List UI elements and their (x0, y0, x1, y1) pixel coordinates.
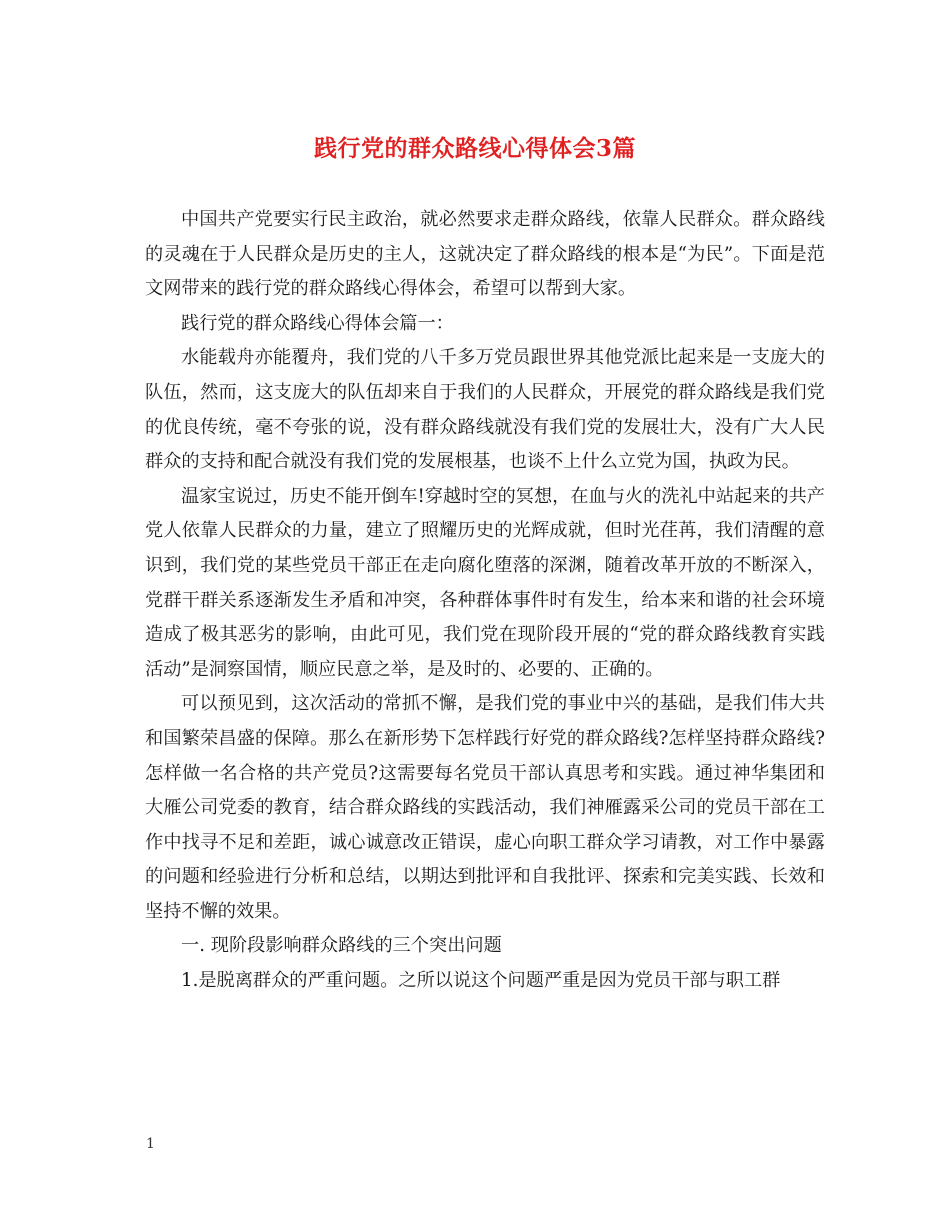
document-body (145, 203, 825, 999)
paragraph-water-boat: 水能载舟亦能覆舟，我们党的八千多万党员跟世界其他党派比起来是一支庞大的队伍，然而，这支庞大的队伍却来自于我们的人民群众，开展党的群众路线是我们党的优良传统，毫不夸张的说，没有群众路线就没有我们党的发展壮大，没有广大人民群众的支持和配合就没有我们党的发展根基，也谈不上什么立党为国，执政为民。 (145, 347, 825, 473)
paragraph-foresee: 可以预见到，这次活动的常抓不懈，是我们党的事业中兴的基础，是我们伟大共和国繁荣昌盛的保障。那么在新形势下怎样践行好党的群众路线?怎样坚持群众路线?怎样做一名合格的共产党员?这需要每名党员干部认真思考和实践。通过神华集团和大雁公司党委的教育，结合群众路线的实践活动，我们神雁露采公司的党员干部在工作中找寻不足和差距，诚心诚意改正错误，虚心向职工群众学习请教，对工作中暴露的问题和经验进行分析和总结，以期达到批评和自我批评、探索和完美实践、长效和坚持不懈的效果。 (145, 693, 825, 922)
document-title: 践行党的群众路线心得体会3篇 (313, 135, 636, 162)
paragraph-intro: 中国共产党要实行民主政治，就必然要求走群众路线，依靠人民群众。群众路线的灵魂在于人民群众是历史的主人，这就决定了群众路线的根本是“为民”。下面是范文网带来的践行党的群众路线心得体会，希望可以帮到大家。 (145, 209, 825, 300)
paragraph-history: 温家宝说过，历史不能开倒车!穿越时空的冥想，在血与火的洗礼中站起来的共产党人依靠人民群众的力量，建立了照耀历史的光辉成就，但时光荏苒，我们清醒的意识到，我们党的某些党员干部正在走向腐化堕落的深渊，随着改革开放的不断深入，党群干群关系逐渐发生矛盾和冲突，各种群体事件时有发生，给本来和谐的社会环境造成了极其恶劣的影响，由此可见，我们党在现阶段开展的“党的群众路线教育实践活动”是洞察国情，顺应民意之举，是及时的、必要的、正确的。 (145, 485, 825, 680)
paragraph-problems-heading: 一. 现阶段影响群众路线的三个突出问题 (181, 935, 502, 957)
paragraph-problem-one: 1.是脱离群众的严重问题。之所以说这个问题严重是因为党员干部与职工群 (181, 970, 781, 992)
paragraph-section-heading: 践行党的群众路线心得体会篇一： (181, 312, 454, 334)
page-number: 1 (146, 1136, 155, 1152)
